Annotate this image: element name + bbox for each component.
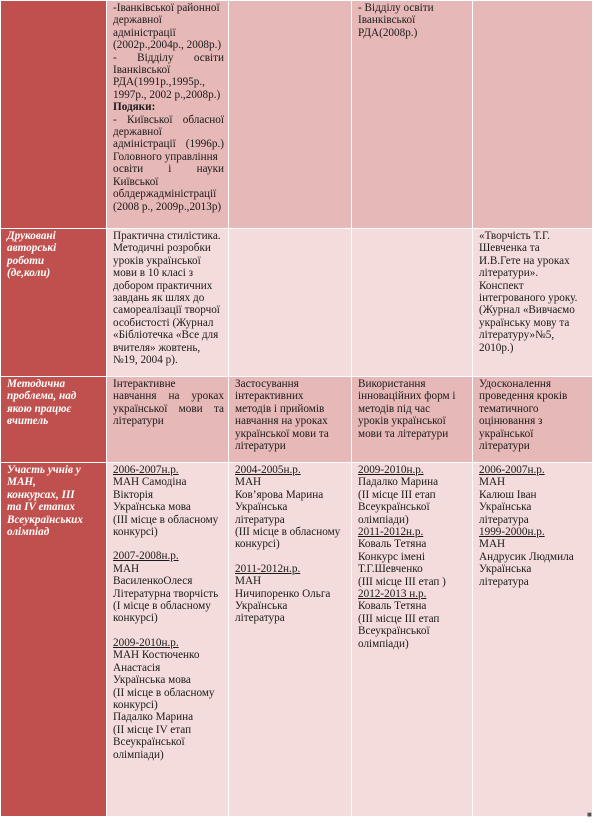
cell-line: літератури bbox=[479, 440, 530, 453]
cell-line: української bbox=[479, 427, 534, 440]
cell-line: Андрусик Людмила bbox=[479, 550, 574, 563]
table-cell bbox=[107, 229, 229, 377]
cell-line: 2007-2008н.р. bbox=[113, 550, 179, 563]
cell-line: (ІІІ місце ІІІ етап ) bbox=[358, 575, 446, 588]
table-cell bbox=[107, 1, 229, 229]
cell-line: Анастасія bbox=[113, 661, 161, 674]
cell-line: «Бібліотечка «Все для bbox=[113, 329, 219, 342]
cell-line: «Творчість Т.Г. bbox=[479, 230, 550, 242]
table-cell bbox=[473, 463, 593, 817]
cell-line: (ІІ місце IV етап bbox=[113, 723, 192, 736]
cell-line: МАН Костюченко bbox=[113, 649, 200, 662]
table-row bbox=[1, 229, 593, 377]
cell-line: Іванківської bbox=[358, 14, 416, 27]
row-header-line: проблема, над bbox=[7, 390, 77, 403]
cell-line: методів і прийомів bbox=[235, 402, 325, 415]
table-cell bbox=[352, 463, 473, 817]
cell-line: олімпіади) bbox=[358, 637, 409, 650]
cell-line: вчителя» жовтень, bbox=[113, 341, 201, 354]
cell-line: (ІІ місце ІІІ етап bbox=[358, 488, 436, 501]
cell-line: Вікторія bbox=[113, 488, 154, 501]
cell-line: література bbox=[479, 575, 529, 588]
cell-line: РДА(2008р.) bbox=[358, 26, 418, 39]
cell-line: Київської bbox=[113, 175, 159, 188]
cell-line: - Київської обласної bbox=[113, 113, 224, 126]
cell-line: Іванківської bbox=[113, 64, 171, 77]
cell-line: 2011-2012н.р. bbox=[235, 562, 301, 575]
table-cell bbox=[229, 377, 352, 463]
cell-line: 2006-2007н.р. bbox=[113, 464, 179, 476]
row-header-line: Методична bbox=[7, 378, 66, 390]
cell-line: Ничипоренко Ольга bbox=[235, 587, 331, 600]
row-header bbox=[1, 1, 107, 229]
cell-line: 2009-2010н.р. bbox=[113, 636, 179, 649]
cell-line: (2002р.,2004р., 2008р.) bbox=[113, 39, 222, 52]
cell-line: методів під час bbox=[358, 402, 431, 415]
cell-line: 2012-2013 н.р. bbox=[358, 588, 427, 601]
cell-line: тематичного bbox=[479, 402, 539, 415]
cell-line: конкурсі) bbox=[235, 538, 280, 551]
cell-line: Калюш Іван bbox=[479, 488, 537, 501]
cell-line: інноваційних форм і bbox=[358, 390, 456, 403]
cell-line: Падалко Марина bbox=[113, 711, 194, 724]
cell-line: Падалко Марина bbox=[358, 476, 439, 489]
cell-line: літературу»№5, bbox=[479, 329, 555, 342]
spacer bbox=[235, 551, 347, 563]
cell-line: освіти і науки bbox=[113, 163, 224, 176]
cell-line: проведення кроків bbox=[479, 390, 568, 403]
cell-line: Конспект bbox=[479, 279, 524, 292]
cell-line: 1997р., 2002 р.,2008р.) bbox=[113, 88, 221, 101]
cell-line: РДА(1991р.,1995р., bbox=[113, 76, 205, 89]
table-cell bbox=[107, 463, 229, 817]
row-header-line: авторські bbox=[7, 242, 57, 255]
cell-line: конкурсі) bbox=[113, 698, 158, 711]
cell-line: адміністрації (1996р.) bbox=[113, 138, 224, 151]
cell-line: Українська bbox=[479, 563, 532, 576]
cell-line: самореалізації творчої bbox=[113, 304, 220, 317]
cell-line: (ІІІ місце в обласному bbox=[235, 526, 341, 539]
cell-line: Використання bbox=[358, 378, 426, 390]
cell-line: особистості (Журнал bbox=[113, 316, 214, 329]
cell-line: облдержадміністрації bbox=[113, 188, 217, 201]
cell-line: Українська мова bbox=[113, 501, 191, 514]
cell-line: Українська мова bbox=[113, 674, 191, 687]
cell-line: конкурсі) bbox=[113, 612, 158, 625]
spacer bbox=[113, 538, 224, 550]
cell-line: (2008 р., 2009р.,2013р) bbox=[113, 200, 222, 213]
table-cell bbox=[107, 377, 229, 463]
cell-line: олімпіади) bbox=[358, 513, 409, 526]
cell-line: Конкурс імені bbox=[358, 550, 425, 563]
table-cell bbox=[473, 229, 593, 377]
cell-line: добором практичних bbox=[113, 279, 213, 292]
cell-line: літератури bbox=[235, 440, 286, 453]
cell-line: (ІІІ місце ІІІ етап bbox=[358, 612, 440, 625]
cell-line: Коваль Тетяна bbox=[358, 600, 427, 613]
table-cell bbox=[473, 1, 593, 229]
cell-line: Удосконалення bbox=[479, 378, 552, 390]
row-header bbox=[1, 229, 107, 377]
cell-line: література bbox=[479, 513, 529, 526]
row-header-line: конкурсах, ІІІ bbox=[7, 488, 75, 501]
cell-line: МАН bbox=[235, 575, 262, 588]
table-cell bbox=[229, 1, 352, 229]
cell-line: уроків української bbox=[113, 254, 201, 267]
cell-line: державної bbox=[113, 126, 162, 139]
cell-line: 2011-2012н.р. bbox=[358, 526, 424, 539]
row-header-line: якою працює bbox=[7, 402, 72, 415]
cell-line: література bbox=[235, 513, 285, 526]
cell-line: література bbox=[235, 612, 285, 625]
cell-line: 2006-2007н.р. bbox=[479, 464, 545, 476]
cell-line: мови в 10 класі з bbox=[113, 267, 194, 280]
cell-line: української мови та bbox=[235, 427, 329, 440]
cell-line: інтерактивних bbox=[235, 390, 304, 403]
cell-line: Українська bbox=[235, 600, 288, 613]
row-header-line: олімпіад bbox=[7, 526, 50, 539]
cell-line: - Відділу освіти bbox=[113, 51, 224, 64]
cell-line: Подяки: bbox=[113, 101, 156, 114]
cell-line: -Іванківської районної bbox=[113, 2, 220, 14]
cell-line: літератури bbox=[113, 415, 164, 428]
cell-line: українську мову та bbox=[479, 316, 570, 329]
table-cell bbox=[229, 463, 352, 817]
row-header-line: та IV етапах bbox=[7, 501, 76, 514]
cell-line: завдань як шлях до bbox=[113, 292, 205, 305]
cell-line: Коваль Тетяна bbox=[358, 538, 427, 551]
cell-line: Методичні розробки bbox=[113, 242, 211, 255]
page-mark: ■ bbox=[587, 810, 592, 819]
cell-line: 2010р.) bbox=[479, 341, 514, 354]
table-cell bbox=[352, 377, 473, 463]
cell-line: Українська bbox=[235, 501, 288, 514]
table-cell bbox=[473, 377, 593, 463]
cell-line: мови та літератури bbox=[358, 427, 449, 440]
cell-line: МАН bbox=[113, 562, 140, 575]
cell-line: Всеукраїнської bbox=[113, 736, 185, 749]
cell-line: оцінювання з bbox=[479, 415, 543, 428]
cell-line: Всеукраїнської bbox=[358, 625, 430, 638]
table-cell bbox=[229, 229, 352, 377]
cell-line: МАН Самодіна bbox=[113, 476, 187, 489]
spacer bbox=[113, 625, 224, 637]
cell-line: И.В.Гете на уроках bbox=[479, 254, 570, 267]
cell-line: уроків української bbox=[358, 415, 446, 428]
cell-line: олімпіади) bbox=[113, 748, 164, 761]
row-header-line: Друковані bbox=[7, 230, 56, 242]
cell-line: 1999-2000н.р. bbox=[479, 526, 545, 539]
cell-line: Застосування bbox=[235, 378, 299, 390]
table-row bbox=[1, 377, 593, 463]
table-cell bbox=[352, 229, 473, 377]
table-row bbox=[1, 1, 593, 229]
cell-line: інтегрованого уроку. bbox=[479, 292, 578, 305]
cell-line: навчання на уроках bbox=[235, 415, 328, 428]
cell-line: Ков’ярова Марина bbox=[235, 488, 324, 501]
row-header bbox=[1, 463, 107, 817]
cell-line: літератури». bbox=[479, 267, 539, 280]
cell-line: 2004-2005н.р. bbox=[235, 464, 301, 476]
cell-line: навчання на уроках bbox=[113, 390, 224, 403]
cell-line: 2009-2010н.р. bbox=[358, 464, 424, 476]
cell-line: Літературна творчість bbox=[113, 587, 219, 600]
cell-line: Практична стилістика. bbox=[113, 230, 221, 242]
cell-line: Всеукраїнської bbox=[358, 501, 430, 514]
cell-line: української мови та bbox=[113, 402, 224, 415]
cell-line: МАН bbox=[479, 476, 506, 489]
cell-line: ВасиленкоОлеся bbox=[113, 575, 193, 588]
cell-line: (І місце в обласному bbox=[113, 600, 211, 613]
row-header-line: Участь учнів у bbox=[7, 464, 81, 476]
cell-line: №19, 2004 р). bbox=[113, 354, 178, 367]
cell-line: (Журнал «Вивчаємо bbox=[479, 304, 575, 317]
cell-line: конкурсі) bbox=[113, 526, 158, 539]
table-cell bbox=[352, 1, 473, 229]
row-header-line: МАН, bbox=[7, 476, 36, 489]
cell-line: Шевченка та bbox=[479, 242, 540, 255]
cell-line: державної bbox=[113, 14, 162, 27]
cell-line: (ІІ місце в обласному bbox=[113, 686, 215, 699]
row-header-line: роботи bbox=[7, 254, 45, 267]
cell-line: Українська bbox=[479, 501, 532, 514]
table-row bbox=[1, 463, 593, 817]
cell-line: МАН bbox=[235, 476, 262, 489]
row-header bbox=[1, 377, 107, 463]
cell-line: - Відділу освіти bbox=[358, 2, 434, 14]
row-header-line: Всеукраїнських bbox=[7, 513, 83, 526]
cell-line: Т.Г.Шевченко bbox=[358, 563, 423, 576]
cell-line: адміністрації bbox=[113, 26, 176, 39]
cell-line: МАН bbox=[479, 538, 506, 551]
cell-line: Головного управління bbox=[113, 150, 218, 163]
cell-line: Інтерактивне bbox=[113, 378, 176, 390]
cell-line: (ІІІ місце в обласному bbox=[113, 513, 219, 526]
row-header-line: вчитель bbox=[7, 415, 49, 428]
row-header-line: (де,коли) bbox=[7, 267, 51, 280]
